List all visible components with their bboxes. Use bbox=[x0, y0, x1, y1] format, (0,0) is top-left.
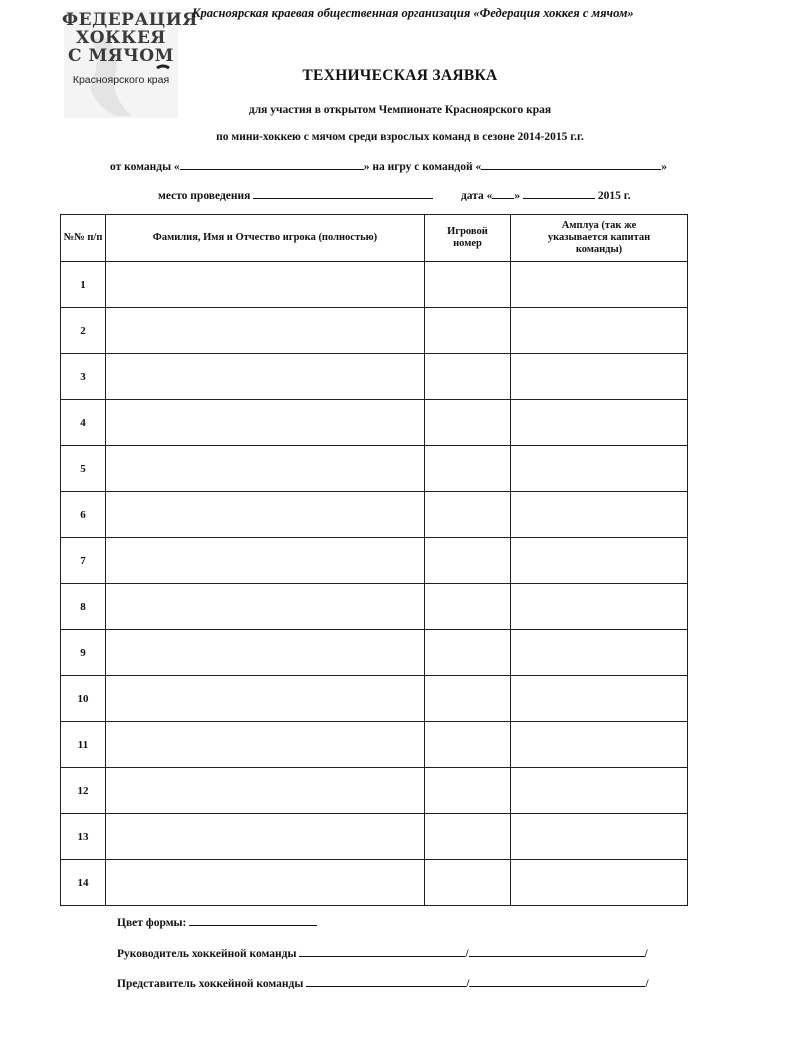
team-name-field[interactable] bbox=[180, 158, 364, 170]
team-head-label: Руководитель хоккейной команды bbox=[117, 948, 297, 960]
logo-line-3: С МЯЧОМ bbox=[68, 46, 174, 66]
row-number: 9 bbox=[61, 630, 106, 676]
date-month-field[interactable] bbox=[523, 187, 595, 199]
table-row bbox=[61, 630, 688, 676]
role-cell[interactable] bbox=[511, 354, 688, 400]
player-name-cell[interactable] bbox=[106, 814, 425, 860]
game-number-cell[interactable] bbox=[425, 538, 511, 584]
roster-table bbox=[60, 214, 688, 906]
game-number-cell[interactable] bbox=[425, 676, 511, 722]
row-number: 13 bbox=[61, 814, 106, 860]
row-number: 3 bbox=[61, 354, 106, 400]
player-name-cell[interactable] bbox=[106, 860, 425, 906]
row-number: 1 bbox=[61, 262, 106, 308]
role-cell[interactable] bbox=[511, 262, 688, 308]
player-name-cell[interactable] bbox=[106, 538, 425, 584]
game-number-cell[interactable] bbox=[425, 584, 511, 630]
table-row bbox=[61, 814, 688, 860]
slash-separator: / bbox=[645, 978, 649, 990]
logo-region: Красноярского края bbox=[72, 74, 170, 86]
role-cell[interactable] bbox=[511, 308, 688, 354]
game-number-cell[interactable] bbox=[425, 814, 511, 860]
document-title: ТЕХНИЧЕСКАЯ ЗАЯВКА bbox=[302, 67, 498, 84]
role-cell[interactable] bbox=[511, 538, 688, 584]
date-label: дата « bbox=[460, 190, 493, 202]
row-number: 11 bbox=[61, 722, 106, 768]
row-number: 7 bbox=[61, 538, 106, 584]
row-number: 10 bbox=[61, 676, 106, 722]
player-name-cell[interactable] bbox=[106, 400, 425, 446]
slash-separator: / bbox=[466, 978, 470, 990]
player-name-cell[interactable] bbox=[106, 722, 425, 768]
row-number: 2 bbox=[61, 308, 106, 354]
uniform-color-label: Цвет формы: bbox=[117, 917, 187, 929]
game-number-cell[interactable] bbox=[425, 860, 511, 906]
date-mid: » bbox=[514, 190, 521, 202]
header-name: Фамилия, Имя и Отчество игрока (полностью) bbox=[106, 215, 425, 262]
player-name-cell[interactable] bbox=[106, 308, 425, 354]
header-num: №№ п/п bbox=[61, 215, 106, 262]
player-name-cell[interactable] bbox=[106, 492, 425, 538]
player-name-cell[interactable] bbox=[106, 584, 425, 630]
player-name-cell[interactable] bbox=[106, 676, 425, 722]
row-number: 14 bbox=[61, 860, 106, 906]
player-name-cell[interactable] bbox=[106, 446, 425, 492]
game-number-cell[interactable] bbox=[425, 400, 511, 446]
team-head-signature-field[interactable] bbox=[469, 945, 645, 957]
date-day-field[interactable] bbox=[492, 187, 514, 199]
player-name-cell[interactable] bbox=[106, 768, 425, 814]
game-number-cell[interactable] bbox=[425, 492, 511, 538]
header-role: Амплуа (так же указывается капитан команды) bbox=[511, 215, 688, 262]
row-number: 4 bbox=[61, 400, 106, 446]
game-number-cell[interactable] bbox=[425, 768, 511, 814]
organization-name: Красноярская краевая общественная организация «Федерация хоккея с мячом» bbox=[192, 6, 634, 20]
uniform-color-line bbox=[117, 914, 317, 929]
table-row bbox=[61, 676, 688, 722]
date-year: 2015 г. bbox=[597, 190, 631, 202]
game-number-cell[interactable] bbox=[425, 308, 511, 354]
team-head-name-field[interactable] bbox=[299, 945, 465, 957]
team-line bbox=[110, 158, 667, 173]
table-row bbox=[61, 400, 688, 446]
table-row bbox=[61, 354, 688, 400]
role-cell[interactable] bbox=[511, 400, 688, 446]
role-cell[interactable] bbox=[511, 676, 688, 722]
player-name-cell[interactable] bbox=[106, 262, 425, 308]
logo-line-2: ХОККЕЯ bbox=[76, 28, 166, 48]
game-number-cell[interactable] bbox=[425, 262, 511, 308]
table-row bbox=[61, 860, 688, 906]
table-row bbox=[61, 768, 688, 814]
role-cell[interactable] bbox=[511, 722, 688, 768]
row-number: 6 bbox=[61, 492, 106, 538]
game-number-cell[interactable] bbox=[425, 354, 511, 400]
slash-separator: / bbox=[644, 948, 648, 960]
table-row bbox=[61, 492, 688, 538]
table-row bbox=[61, 722, 688, 768]
game-number-cell[interactable] bbox=[425, 722, 511, 768]
role-cell[interactable] bbox=[511, 584, 688, 630]
slash-separator: / bbox=[465, 948, 469, 960]
row-number: 12 bbox=[61, 768, 106, 814]
venue-label: место проведения bbox=[158, 190, 251, 202]
team-rep-line bbox=[117, 975, 649, 990]
uniform-color-field[interactable] bbox=[189, 914, 317, 926]
team-line-close: » bbox=[661, 161, 667, 173]
role-cell[interactable] bbox=[511, 630, 688, 676]
table-header-row bbox=[61, 215, 688, 262]
game-with-label: » на игру с командой « bbox=[363, 161, 482, 173]
table-row bbox=[61, 308, 688, 354]
player-name-cell[interactable] bbox=[106, 630, 425, 676]
team-rep-name-field[interactable] bbox=[306, 975, 466, 987]
table-row bbox=[61, 538, 688, 584]
logo-line-1: ФЕДЕРАЦИЯ bbox=[62, 10, 198, 30]
opponent-name-field[interactable] bbox=[481, 158, 661, 170]
game-number-cell[interactable] bbox=[425, 446, 511, 492]
header-game-number: Игровой номер bbox=[425, 215, 511, 262]
table-row bbox=[61, 262, 688, 308]
table-row bbox=[61, 584, 688, 630]
subtitle-line-1: для участия в открытом Чемпионате Красноярского края bbox=[248, 104, 552, 116]
role-cell[interactable] bbox=[511, 768, 688, 814]
table-row bbox=[61, 446, 688, 492]
team-rep-label: Представитель хоккейной команды bbox=[117, 978, 304, 990]
player-name-cell[interactable] bbox=[106, 354, 425, 400]
row-number: 5 bbox=[61, 446, 106, 492]
team-head-line bbox=[117, 945, 648, 960]
game-number-cell[interactable] bbox=[425, 630, 511, 676]
role-cell[interactable] bbox=[511, 446, 688, 492]
row-number: 8 bbox=[61, 584, 106, 630]
role-cell[interactable] bbox=[511, 860, 688, 906]
venue-field[interactable] bbox=[253, 187, 433, 199]
from-team-label: от команды « bbox=[110, 161, 180, 173]
role-cell[interactable] bbox=[511, 814, 688, 860]
team-rep-signature-field[interactable] bbox=[469, 975, 645, 987]
venue-line bbox=[158, 187, 631, 202]
subtitle-line-2: по мини-хоккею с мячом среди взрослых команд в сезоне 2014-2015 г.г. bbox=[216, 131, 584, 143]
role-cell[interactable] bbox=[511, 492, 688, 538]
